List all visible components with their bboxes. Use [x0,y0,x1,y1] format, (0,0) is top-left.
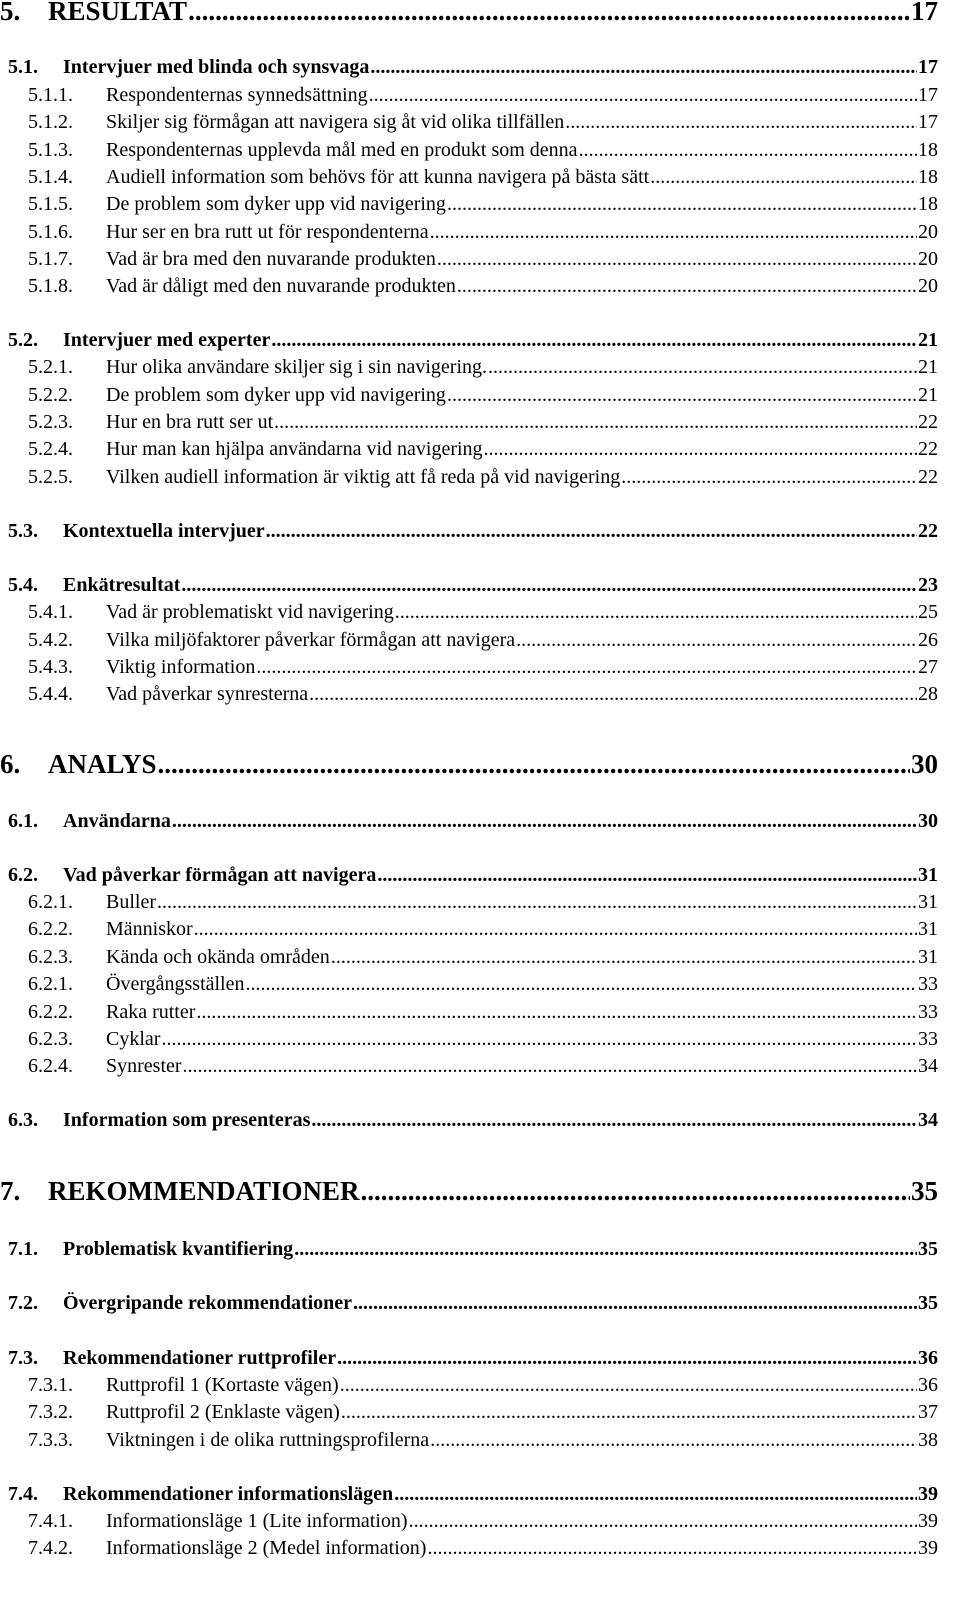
dot-leader [430,1429,917,1452]
toc-entry[interactable] [0,1483,938,1506]
toc-entry-title: Viktningen i de olika ruttningsprofilerna [106,1429,430,1451]
toc-entry-number: 6.2.2. [28,918,73,940]
toc-entry-page-number: 21 [918,329,938,351]
toc-entry-number: 7.3.1. [28,1374,73,1396]
toc-entry-page-number: 35 [918,1238,938,1260]
toc-entry-number: 6.2.4. [28,1055,73,1077]
toc-entry-number: 7.4.1. [28,1510,73,1532]
toc-entry-title: Ruttprofil 1 (Kortaste vägen) [106,1374,339,1396]
dot-leader [271,329,917,352]
toc-entry-number: 5.1.6. [28,221,73,243]
toc-entry-title: Problematisk kvantifiering [63,1238,294,1260]
toc-entry[interactable] [0,166,938,189]
toc-entry-title: De problem som dyker upp vid navigering [106,384,446,406]
dot-leader [172,810,917,833]
toc-entry-number: 7.3.3. [28,1429,73,1451]
dot-leader [437,248,917,271]
toc-entry[interactable] [0,193,938,216]
toc-entry-page-number: 18 [918,193,938,215]
dot-leader [394,1483,917,1506]
toc-entry-page-number: 39 [918,1483,938,1505]
dot-leader [427,1537,917,1560]
toc-entry-number: 5.2.5. [28,466,73,488]
dot-leader [361,1176,910,1207]
dot-leader [157,891,917,914]
toc-entry[interactable] [0,1401,938,1424]
toc-entry[interactable] [0,973,938,996]
toc-entry-page-number: 21 [918,384,938,406]
toc-entry-number: 7. [0,1176,21,1206]
dot-leader [409,1510,917,1533]
toc-entry-page-number: 39 [918,1510,938,1532]
dot-leader [311,1109,917,1132]
toc-entry-title: Rekommendationer ruttprofiler [63,1347,337,1369]
toc-entry[interactable] [0,574,938,597]
toc-entry-page-number: 28 [918,683,938,705]
dot-leader [337,1347,917,1370]
toc-entry-number: 5.3. [8,520,38,542]
toc-entry-number: 5.1.4. [28,166,73,188]
toc-entry-number: 5.2.3. [28,411,73,433]
toc-entry-title: Viktig information [106,656,256,678]
dot-leader [256,656,917,679]
toc-entry-title: Buller [106,891,156,913]
toc-entry[interactable] [0,56,938,79]
dot-leader [340,1374,917,1397]
dot-leader [395,601,917,624]
dot-leader [188,0,910,27]
toc-entry[interactable] [0,891,938,914]
toc-entry-page-number: 18 [918,139,938,161]
dot-leader [621,466,917,489]
toc-entry-title: Informationsläge 1 (Lite information) [106,1510,408,1532]
toc-entry-title: Informationsläge 2 (Medel information) [106,1537,427,1559]
toc-entry-page-number: 31 [918,918,938,940]
toc-entry[interactable] [0,411,938,434]
toc-entry-page-number: 17 [918,111,938,133]
toc-entry-page-number: 38 [918,1429,938,1451]
toc-entry-number: 5.4. [8,574,38,596]
toc-entry[interactable] [0,275,938,298]
toc-entry-number: 5.4.1. [28,601,73,623]
toc-entry-title: Raka rutter [106,1001,196,1023]
toc-entry[interactable] [0,749,938,780]
toc-entry[interactable] [0,1001,938,1024]
dot-leader [457,275,917,298]
toc-entry-title: Vad är dåligt med den nuvarande produkten [106,275,456,297]
toc-entry-title: Vilka miljöfaktorer påverkar förmågan att navigera [106,629,516,651]
toc-entry[interactable] [0,918,938,941]
dot-leader [181,574,917,597]
dot-leader [274,411,917,434]
toc-entry[interactable] [0,139,938,162]
dot-leader [516,629,917,652]
toc-entry-number: 6.1. [8,810,38,832]
toc-entry-number: 5.4.2. [28,629,73,651]
dot-leader [370,56,917,79]
dot-leader [161,1028,917,1051]
toc-entry-page-number: 35 [911,1176,938,1206]
toc-entry-number: 7.1. [8,1238,38,1260]
dot-leader [194,918,917,941]
toc-entry-page-number: 25 [918,601,938,623]
dot-leader [565,111,917,134]
toc-entry-page-number: 39 [918,1537,938,1559]
toc-entry-page-number: 30 [918,810,938,832]
toc-entry-page-number: 34 [918,1055,938,1077]
toc-entry[interactable] [0,329,938,352]
toc-entry-page-number: 22 [918,466,938,488]
toc-entry-title: Enkätresultat [63,574,181,596]
toc-entry[interactable] [0,466,938,489]
toc-entry[interactable] [0,84,938,107]
toc-entry-title: Vad är problematiskt vid navigering [106,601,394,623]
toc-entry-title: Vad påverkar synresterna [106,683,309,705]
toc-entry-number: 5.1.2. [28,111,73,133]
toc-entry[interactable] [0,946,938,969]
dot-leader [447,384,917,407]
toc-entry-number: 5.4.3. [28,656,73,678]
toc-entry-number: 7.3.2. [28,1401,73,1423]
dot-leader [353,1292,917,1315]
toc-entry-number: 5.1.5. [28,193,73,215]
toc-entry-title: Intervjuer med blinda och synsvaga [63,56,370,78]
toc-entry[interactable] [0,384,938,407]
toc-entry-page-number: 17 [918,84,938,106]
dot-leader [246,973,918,996]
toc-entry-page-number: 33 [918,973,938,995]
toc-entry-number: 5.1.3. [28,139,73,161]
toc-entry[interactable] [0,810,938,833]
toc-entry[interactable] [0,221,938,244]
dot-leader [650,166,917,189]
toc-entry-number: 5.4.4. [28,683,73,705]
toc-entry-page-number: 20 [918,221,938,243]
toc-entry-page-number: 31 [918,946,938,968]
toc-entry-number: 7.2. [8,1292,38,1314]
toc-entry-number: 5.1.7. [28,248,73,270]
toc-entry-number: 5.1.8. [28,275,73,297]
toc-entry[interactable] [0,656,938,679]
dot-leader [183,1055,917,1078]
toc-entry-number: 6.2.2. [28,1001,73,1023]
toc-entry-title: Intervjuer med experter [63,329,271,351]
toc-entry-page-number: 22 [918,411,938,433]
toc-entry-number: 6.2.3. [28,946,73,968]
toc-entry-title: RESULTAT [48,0,188,26]
dot-leader [266,520,917,543]
toc-entry[interactable] [0,683,938,706]
toc-entry-number: 6. [0,749,21,779]
toc-entry-title: ANALYS [48,749,157,779]
toc-entry-title: Hur en bra rutt ser ut [106,411,274,433]
toc-entry[interactable] [0,1537,938,1560]
toc-entry[interactable] [0,356,938,379]
toc-entry-number: 5.1.1. [28,84,73,106]
toc-entry[interactable] [0,438,938,461]
toc-entry[interactable] [0,1429,938,1452]
dot-leader [369,84,917,107]
toc-entry-number: 5. [0,0,21,26]
toc-entry-number: 5.2. [8,329,38,351]
toc-entry-page-number: 31 [918,891,938,913]
toc-entry-page-number: 17 [918,56,938,78]
toc-entry-title: Kontextuella intervjuer [63,520,265,542]
toc-entry-title: Ruttprofil 2 (Enklaste vägen) [106,1401,340,1423]
dot-leader [158,749,910,780]
toc-entry-title: Synrester [106,1055,182,1077]
toc-entry[interactable] [0,1510,938,1533]
toc-entry[interactable] [0,1347,938,1370]
toc-entry-number: 6.2.1. [28,891,73,913]
toc-entry[interactable] [0,1055,938,1078]
toc-entry-page-number: 33 [918,1028,938,1050]
dot-leader [430,221,917,244]
toc-entry-title: Audiell information som behövs för att kunna navigera på bästa sätt [106,166,650,188]
toc-entry-title: Information som presenteras [63,1109,311,1131]
toc-entry-page-number: 17 [911,0,938,26]
toc-entry-title: Vilken audiell information är viktig att få reda på vid navigering [106,466,621,488]
toc-entry-title: Respondenternas upplevda mål med en produkt som denna [106,139,578,161]
toc-entry-page-number: 23 [918,574,938,596]
toc-entry-page-number: 21 [918,356,938,378]
toc-entry[interactable] [0,1374,938,1397]
toc-entry-title: Vad påverkar förmågan att navigera [63,864,377,886]
dot-leader [447,193,917,216]
toc-entry-title: Kända och okända områden [106,946,330,968]
dot-leader [331,946,917,969]
toc-entry-page-number: 33 [918,1001,938,1023]
toc-entry-page-number: 36 [918,1347,938,1369]
toc-entry-title: De problem som dyker upp vid navigering [106,193,446,215]
toc-entry-number: 5.1. [8,56,38,78]
toc-entry-number: 7.3. [8,1347,38,1369]
toc-entry-number: 5.2.2. [28,384,73,406]
toc-entry-title: Övergångsställen [106,973,245,995]
toc-entry[interactable] [0,111,938,134]
toc-entry-page-number: 18 [918,166,938,188]
toc-entry-page-number: 30 [911,749,938,779]
dot-leader [294,1238,917,1261]
toc-entry-page-number: 22 [918,520,938,542]
toc-entry-page-number: 20 [918,248,938,270]
toc-entry[interactable] [0,520,938,543]
toc-entry-page-number: 36 [918,1374,938,1396]
dot-leader [377,864,917,887]
toc-entry-title: Användarna [63,810,171,832]
toc-entry[interactable] [0,1028,938,1051]
dot-leader [579,139,917,162]
toc-entry-title: REKOMMENDATIONER [48,1176,360,1206]
toc-entry-number: 6.2.3. [28,1028,73,1050]
dot-leader [341,1401,917,1424]
toc-entry-number: 6.3. [8,1109,38,1131]
toc-entry-title: Hur olika användare skiljer sig i sin navigering. [106,356,488,378]
toc-entry-title: Rekommendationer informationslägen [63,1483,394,1505]
toc-entry-number: 5.2.4. [28,438,73,460]
toc-entry[interactable] [0,248,938,271]
toc-entry-page-number: 31 [918,864,938,886]
toc-entry-page-number: 37 [918,1401,938,1423]
toc-entry[interactable] [0,1292,938,1315]
toc-entry-title: Skiljer sig förmågan att navigera sig åt vid olika tillfällen [106,111,565,133]
toc-entry[interactable] [0,629,938,652]
dot-leader [488,356,917,379]
toc-entry-title: Cyklar [106,1028,161,1050]
toc-entry[interactable] [0,0,938,27]
dot-leader [484,438,917,461]
toc-entry-title: Vad är bra med den nuvarande produkten [106,248,436,270]
toc-entry[interactable] [0,601,938,624]
toc-entry-title: Människor [106,918,193,940]
toc-entry-title: Respondenternas synnedsättning [106,84,368,106]
toc-entry-number: 7.4. [8,1483,38,1505]
toc-entry-page-number: 22 [918,438,938,460]
dot-leader [196,1001,917,1024]
toc-entry-number: 5.2.1. [28,356,73,378]
toc-entry[interactable] [0,1109,938,1132]
toc-entry-title: Övergripande rekommendationer [63,1292,353,1314]
toc-entry[interactable] [0,1238,938,1261]
toc-entry-page-number: 20 [918,275,938,297]
toc-entry-page-number: 34 [918,1109,938,1131]
toc-entry-page-number: 26 [918,629,938,651]
toc-entry-number: 6.2. [8,864,38,886]
toc-entry-number: 6.2.1. [28,973,73,995]
toc-entry-page-number: 27 [918,656,938,678]
toc-entry-page-number: 35 [918,1292,938,1314]
toc-entry-title: Hur man kan hjälpa användarna vid navigering [106,438,483,460]
dot-leader [309,683,917,706]
toc-entry-title: Hur ser en bra rutt ut för respondenterna [106,221,429,243]
toc-entry-number: 7.4.2. [28,1537,73,1559]
toc-entry[interactable] [0,864,938,887]
toc-entry[interactable] [0,1176,938,1207]
